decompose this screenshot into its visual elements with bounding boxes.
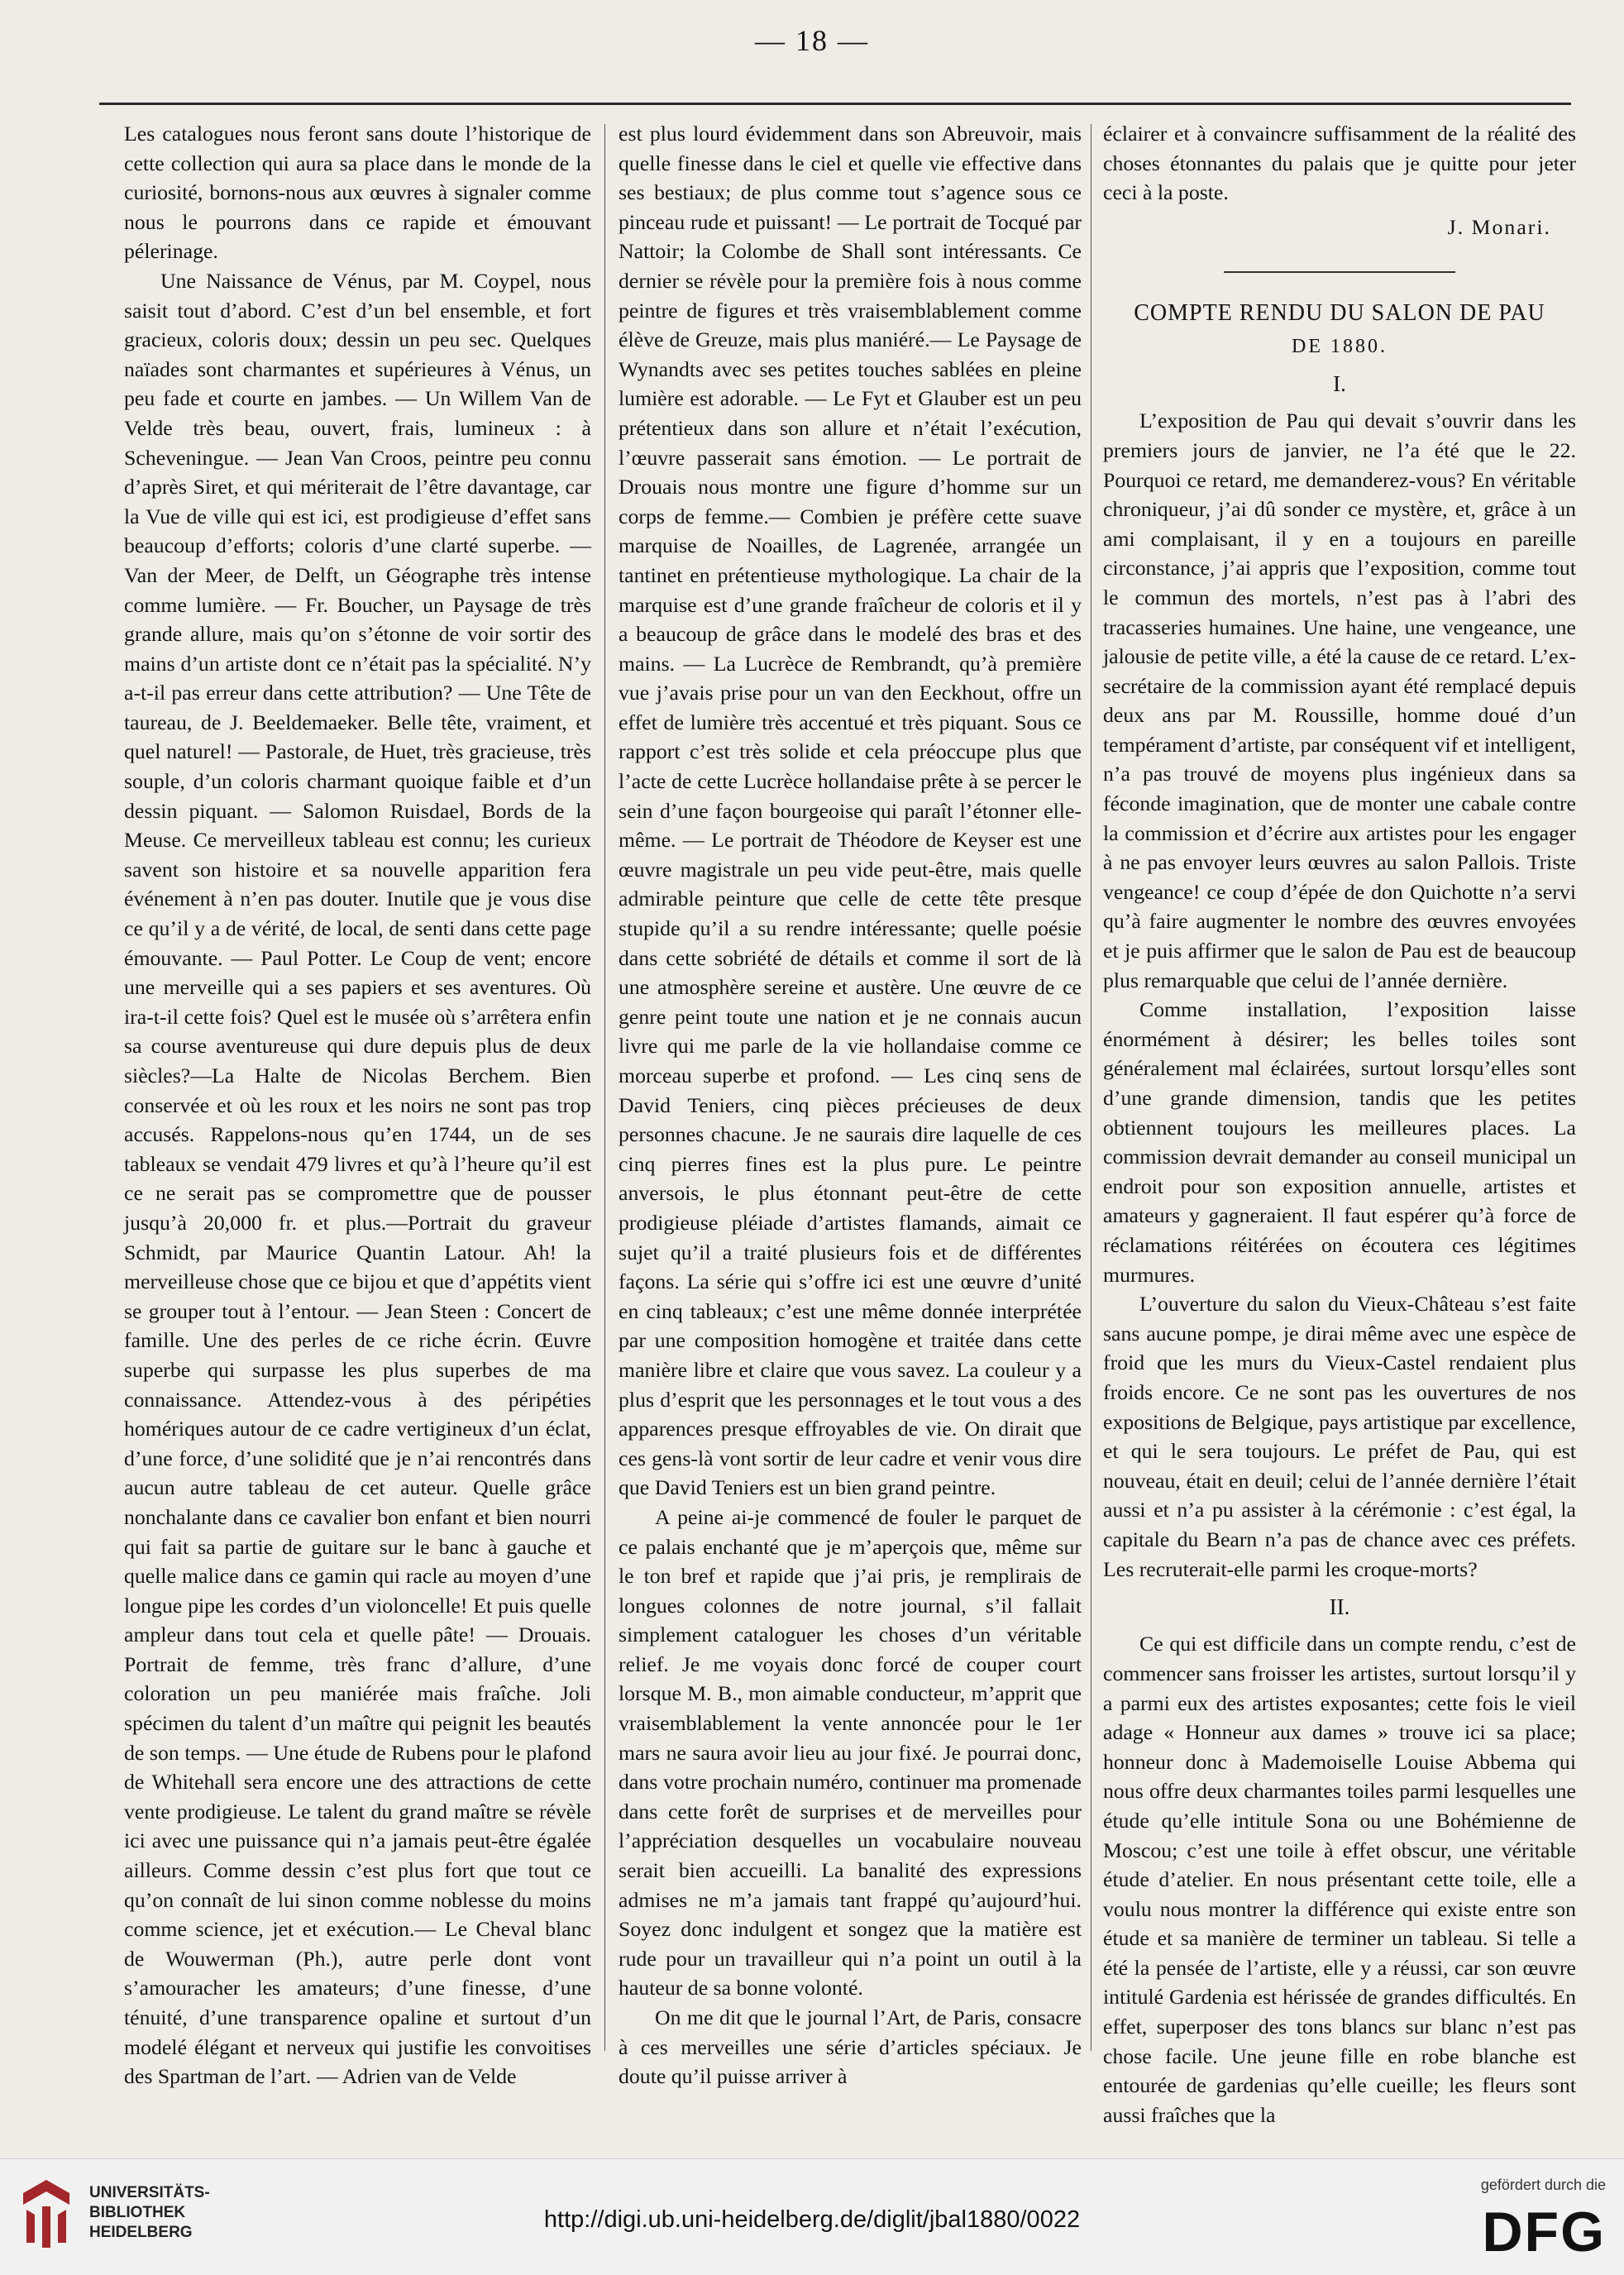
- part-heading: II.: [1329, 1594, 1350, 1620]
- column-1: [124, 119, 591, 2091]
- paragraph: Une Naissance de Vénus, par M. Coypel, nous saisit tout d’abord. C’est d’un bel ensemble, et fort gracieux, coloris doux; dessin un peu sec. Quelques naïades sont charmantes et supérieures à Vénus, un peu fade et courte en jambes. — Un Willem Van de Velde très beau, ouvert, frais, lumineux : à Scheveningue. — Jean Van Croos, peintre peu connu d’après Siret, et qui mériterait de l’être davantage, car la Vue de ville qui est ici, est prodigieuse d’effet sans beaucoup d’efforts; coloris d’une clarté superbe. — Van der Meer, de Delft, un Géographe très intense comme lumière. — Fr. Boucher, un Paysage de très grande allure, mais qu’on s’étonne de voir sortir des mains d’un artiste dont ce n’était pas la spécialité. N’y a-t-il pas erreur dans cette attribution? — Une Tête de taureau, de J. Beeldemaeker. Belle tête, vraiment, et quel naturel! — Pastorale, de Huet, très gracieuse, très souple, d’un coloris charmant quoique faible et d’un dessin piquant. — Salomon Ruisdael, Bords de la Meuse. Ce merveilleux tableau est connu; les curieux savent son histoire et sa nouvelle apparition fera événement à n’en pas douter. Inutile que je vous dise ce qu’il y a de vérité, de local, de senti dans cette page émouvante. — Paul Potter. Le Coup de vent; encore une merveille qui a ses papiers et ses aventures. Où ira-t-il cette fois? Quel est le musée où s’arrêtera enfin sa course aventureuse qui dure depuis plus de deux siècles?—La Halte de Nicolas Berchem. Bien conservée et où les roux et les noirs ne sont pas trop accusés. Rappelons-nous qu’en 1744, un de ses tableaux se vendait 479 livres et qu’à l’heure qu’il est ce ne serait pas se compromettre que de pousser jusqu’à 20,000 fr. et plus.—Portrait du graveur Schmidt, par Maurice Quantin Latour. Ah! la merveilleuse chose que ce bijou et que d’appétits vient se grouper tout à l’entour. — Jean Steen : Concert de famille. Une des perles de ce riche écrin. Œuvre superbe qui surpasse les plus superbes de ma connaissance. Attendez-vous à des péripéties homériques autour de ce cadre vertigineux d’un éclat, d’une force, d’une solidité que je n’ai rencontrés dans aucun autre tableau de cet auteur. Quelle grâce nonchalante dans ce cavalier bon enfant et bien nourri qui fait sa partie de guitare sur le banc à gauche et quelle malice dans ce gamin qui racle au moyen d’une longue pipe les cordes d’un violoncelle! Et puis quelle ampleur dans tout cela et quelle pâte! — Drouais. Portrait de femme, très franc d’allure, d’une coloration un peu maniérée mais fraîche. Joli spécimen du talent d’un maître qui peignit les beautés de son temps. — Une étude de Rubens pour le plafond de Whitehall sera encore une des attractions de cette vente prodigieuse. Le talent du grand maître se révèle ici avec une puissance qui n’a jamais peut-être égalée ailleurs. Comme dessin c’est plus fort que tout ce qu’on connaît de lui sinon comme noblesse du moins comme science, jet et exécution.— Le Cheval blanc de Wouwerman (Ph.), autre perle dont vont s’amouracher les amateurs; d’une finesse, d’une ténuité, d’une transparence opaline et surtout d’un modelé élégant et nerveux qui justifie les convoitises des Spartman de l’art. — Adrien van de Velde: [124, 268, 591, 2089]
- header-rule: [99, 103, 1571, 105]
- section-subtitle: DE 1880.: [1292, 336, 1388, 357]
- library-name-line: UNIVERSITÄTS-: [89, 2184, 210, 2201]
- funding-text: gefördert durch die: [1480, 2177, 1606, 2193]
- column-2: [619, 119, 1082, 2091]
- part-heading: I.: [1333, 371, 1346, 397]
- paragraph: Comme installation, l’exposition laisse énormément à désirer; les belles toiles sont généralement mal éclairées, surtout lorsqu’elles sont d’une grande dimension, tandis que les petites obtiennent toujours les meilleures places. La commission devrait demander au conseil municipal un endroit pour son exposition annuelle, artistes et amateurs y gagneraient. Il faut espérer qu’à force de réclamations réitérées on écoutera ces légitimes murmures.: [1103, 997, 1576, 1287]
- paragraph: On me dit que le journal l’Art, de Paris, consacre à ces merveilles une série d’articles spéciaux. Je doute qu’il puisse arriver à: [619, 2005, 1082, 2089]
- page-number: — 18 —: [755, 24, 869, 57]
- paragraph: Les catalogues nous feront sans doute l’historique de cette collection qui aura sa place dans le monde de la curiosité, bornons-nous aux œuvres à signaler comme nous le pourrons dans ce rapide et émouvant pélerinage.: [124, 122, 591, 264]
- author-signature: J. Monari.: [1447, 214, 1551, 239]
- paragraph: A peine ai-je commencé de fouler le parquet de ce palais enchanté que je m’aperçois que, même sur le ton bref et rapide que j’ai pris, je remplirais de longues colonnes de notre journal, s’il fallait simplement cataloguer les choses d’un véritable relief. Je me voyais donc forcé de couper court lorsque M. B., mon aimable conducteur, m’apprit que vraisemblablement la vente annoncée pour le 1er mars ne saura avoir lieu au jour fixé. Je pourrai donc, dans votre prochain numéro, continuer ma promenade dans cette forêt de surprises et de merveilles pour l’appréciation desquelles un vocabulaire nouveau serait bien accueilli. La banalité des expressions admises ne m’a jamais tant frappé qu’aujourd’hui. Soyez donc indulgent et songez que la matière est rude pour un travailleur qui n’a point un outil à la hauteur de sa bonne volonté.: [619, 1504, 1082, 2000]
- library-name-line: HEIDELBERG: [89, 2223, 193, 2241]
- library-name-line: BIBLIOTHEK: [89, 2203, 186, 2221]
- section-divider: [1224, 271, 1455, 273]
- paragraph: éclairer et à convaincre suffisamment de la réalité des choses étonnantes du palais que je quitte pour jeter ceci à la poste.: [1103, 122, 1576, 205]
- column-3: [1103, 119, 1576, 2129]
- source-url-link[interactable]: http://digi.ub.uni-heidelberg.de/diglit/jbal1880/0022: [543, 2206, 1081, 2233]
- dfg-logo: DFG: [1482, 2201, 1606, 2263]
- paragraph: est plus lourd évidemment dans son Abreuvoir, mais quelle finesse dans le ciel et quelle vie effective dans ses bestiaux; de plus comme tout s’agence sous ce pinceau rude et puissant! — Le portrait de Tocqué par Nattoir; la Colombe de Shall sont intéressants. Ce dernier se révèle pour la première fois à nous comme peintre de figures et très vraisemblablement comme élève de Greuze, mais plus maniéré.— Le Paysage de Wynandts avec ses petites touches sablées en pleine lumière est adorable. — Le Fyt et Glauber est un peu prétentieux dans son allure et n’était l’exécution, l’œuvre passerait sans émotion. — Le portrait de Drouais nous montre une figure d’homme sur un corps de femme.— Combien je préfère cette suave marquise de Noailles, de Lagrenée, arrangée un tantinet en prétentieuse mythologique. La chair de la marquise est d’une grande fraîcheur de coloris et il y a beaucoup de grâce dans le modelé des bras et des mains. — La Lucrèce de Rembrandt, qu’à première vue j’avais prise pour un van den Eeckhout, offre un effet de lumière très accentué et très piquant. Sous ce rapport c’est très solide et cela préoccupe plus que l’acte de cette Lucrèce hollandaise prête à se percer le sein d’une façon bourgeoise qui paraît l’étonner elle-même. — Le portrait de Théodore de Keyser est une œuvre magistrale un peu vide peut-être, mais quelle admirable peinture que celle de cette tête presque stupide qu’il a su rendre intéressante; quelle poésie dans cette sobriété de détails et comme il sort de là une atmosphère sereine et austère. Une œuvre de ce genre peint toute une nation et je ne connais aucun livre qui me parle de la vie hollandaise comme ce morceau superbe et profond. — Les cinq sens de David Teniers, cinq pièces précieuses de deux personnes chacune. Je ne saurais dire laquelle de ces cinq pierres fines est la plus pure. Le peintre anversois, le plus étonnant peut-être de cette prodigieuse pléiade d’artistes flamands, aimait ce sujet qu’il a traité plusieurs fois et de différentes façons. La série qui s’offre ici est une œuvre d’unité en cinq tableaux; c’est une même donnée interprétée par une composition homogène et traitée dans cette manière libre et claire que vous savez. La couleur y a plus d’esprit que les personnages et le tout vous a des apparences presque effroyables de vie. On dirait que ces gens-là vont sortir de leur cadre et venir vous dire que David Teniers est un bien grand peintre.: [619, 122, 1082, 1500]
- column-divider: [604, 124, 605, 2051]
- paragraph: Ce qui est difficile dans un compte rendu, c’est de commencer sans froisser les artistes, surtout lorsqu’il y a parmi eux des artistes exposantes; cette fois le vieil adage « Honneur aux dames » trouve ici sa place; honneur donc à Mademoiselle Louise Abbema qui nous offre deux charmantes toiles parmi lesquelles une étude qu’elle intitule Sona ou une Bohémienne de Moscou; c’est une toile à effet obscur, une véritable étude d’atelier. En nous présentant cette toile, elle a voulu nous montrer la différence qui existe entre son étude et sa manière de terminer un tableau. Si telle a été la pensée de l’artiste, elle y a réussi, car son œuvre intitulé Gardenia est hérissée de grandes difficultés. En effet, superposer des tons blancs sur blanc n’est pas chose facile. Une jeune fille en robe blanche est entourée de gardenias qu’elle cueille; les fleurs sont aussi fraîches que la: [1103, 1632, 1576, 2127]
- paragraph: L’exposition de Pau qui devait s’ouvrir dans les premiers jours de janvier, ne l’a été que le 22. Pourquoi ce retard, me demanderez-vous? En véritable chroniqueur, j’ai dû sonder ce mystère, et, grâce à un ami complaisant, il y en a toujours en pareille circonstance, j’ai appris que l’exposition, comme tout le commun des mortels, n’est pas à l’abri des tracasseries humaines. Une haine, une vengeance, une jalousie de petite ville, a été la cause de ce retard. L’ex-secrétaire de la commission ayant été remplacé depuis deux ans par M. Roussille, homme doué d’un tempérament d’artiste, par conséquent vif et intelligent, n’a pas trouvé de moyens plus ingénieux dans sa féconde imagination, que de monter une cabale contre la commission et d’écrire aux artistes pour les engager à ne pas envoyer leurs œuvres au salon Pallois. Triste vengeance! ce coup d’épée de don Quichotte n’a servi qu’à faire augmenter le nombre des œuvres envoyées et je puis affirmer que le salon de Pau est de beaucoup plus remarquable que celui de l’année dernière.: [1103, 409, 1576, 992]
- paragraph: L’ouverture du salon du Vieux-Château s’est faite sans aucune pompe, je dirai même avec une espèce de froid que les murs du Vieux-Castel rendaient plus froids encore. Ce ne sont pas les ouvertures de nos expositions de Belgique, pays artistique par excellence, et qui le sera toujours. Le préfet de Pau, qui est nouveau, était en deuil; celui de l’année dernière l’était aussi et n’a pu assister à la cérémonie : c’est égal, la capitale du Bearn n’a pas de chance avec ces préfets. Les recruterait-elle parmi les croque-morts?: [1103, 1292, 1576, 1581]
- section-title: COMPTE RENDU DU SALON DE PAU: [1134, 300, 1545, 327]
